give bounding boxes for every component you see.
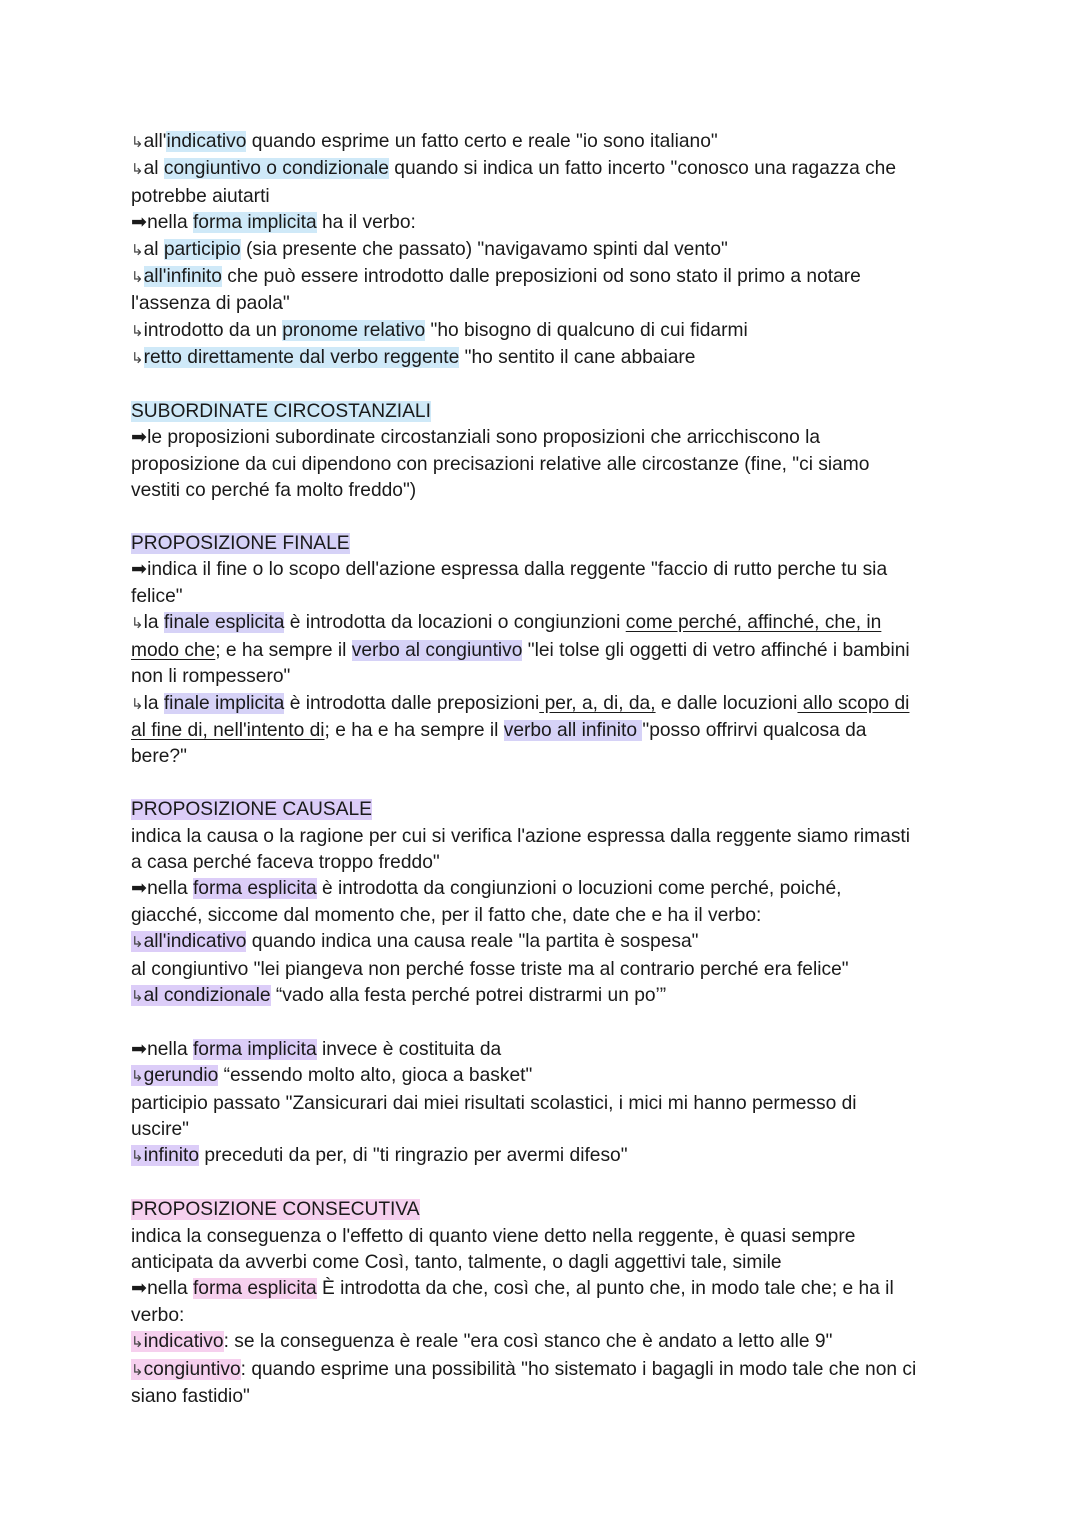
section-title [131, 1197, 961, 1223]
section-title [131, 797, 961, 823]
text: ; e ha e ha sempre il [324, 719, 504, 741]
hook-arrow-icon: ↳ [131, 1148, 144, 1166]
hook-arrow-icon: ↳ [131, 934, 144, 952]
line [131, 1037, 961, 1063]
highlight [131, 931, 246, 952]
highlight: forma implicita [192, 212, 317, 234]
line [131, 129, 961, 156]
right-arrow-icon: ➡ [131, 1278, 148, 1300]
underlined-text: per, a, di, da, [539, 692, 656, 714]
heading: SUBORDINATE CIRCOSTANZIALI [131, 401, 431, 423]
text: le proposizioni subordinate circostanziali sono proposizioni che arricchiscono la [147, 427, 821, 449]
text: quando si indica un fatto incerto "conosco una ragazza che [388, 158, 897, 180]
line: giacché, siccome dal momento che, per il fatto che, date che e ha il verbo: [131, 904, 762, 926]
line [131, 1063, 961, 1090]
text: introdotto da un [143, 319, 283, 341]
line [131, 425, 961, 451]
highlight: verbo all infinito [503, 719, 643, 741]
line [131, 156, 961, 183]
right-arrow-icon: ➡ [131, 212, 148, 234]
highlight: participio [163, 238, 241, 260]
spacer [131, 1171, 961, 1197]
text: quando indica una causa reale "la partita è sospesa" [246, 931, 699, 953]
highlight: finale implicita [163, 692, 285, 714]
spacer [131, 771, 961, 797]
hook-arrow-icon: ↳ [131, 350, 144, 368]
text: è introdotta da locazioni o congiunzioni [284, 612, 626, 634]
highlight [131, 985, 271, 1006]
line [131, 557, 961, 583]
text: la [143, 612, 164, 634]
text: "posso offrirvi qualcosa da [642, 719, 867, 741]
text: “essendo molto alto, gioca a basket" [218, 1065, 533, 1087]
hook-arrow-icon: ↳ [131, 322, 144, 340]
highlight: verbo al congiuntivo [351, 639, 523, 661]
hook-arrow-icon: ↳ [131, 161, 144, 179]
text: gerundio [143, 1065, 219, 1087]
hook-arrow-icon: ↳ [131, 615, 144, 633]
highlight [131, 1359, 241, 1380]
line: participio passato "Zansicurari dai miei risultati scolastici, i mici mi hanno permesso di [131, 1092, 857, 1114]
heading: PROPOSIZIONE CONSECUTIVA [131, 1199, 420, 1221]
section-title [131, 399, 961, 425]
spacer [131, 505, 961, 531]
line [131, 237, 961, 264]
line: non li rompessero" [131, 666, 291, 688]
line [131, 929, 961, 956]
hook-arrow-icon: ↳ [131, 241, 144, 259]
hook-arrow-icon: ↳ [131, 987, 144, 1005]
line: indica la conseguenza o l'effetto di quanto viene detto nella reggente, è quasi sempre [131, 1225, 856, 1247]
text: nella [147, 878, 193, 900]
line: a casa perché faceva troppo freddo" [131, 851, 440, 873]
text: indica il fine o lo scopo dell'azione espressa dalla reggente "faccio di rutto perche tu sia [147, 559, 888, 581]
text: all'indicativo [143, 931, 247, 953]
line [131, 638, 961, 664]
line: verbo: [131, 1304, 185, 1326]
highlight: retto direttamente dal verbo reggente [143, 347, 460, 369]
text: al [143, 238, 164, 260]
text: al condizionale [143, 984, 271, 1006]
section-title [131, 531, 961, 557]
right-arrow-icon: ➡ [131, 427, 148, 449]
notes-content [131, 129, 961, 1410]
line [131, 876, 961, 902]
underlined-text: modo che [131, 639, 216, 661]
hook-arrow-icon: ↳ [131, 269, 144, 287]
line [131, 691, 961, 718]
text: "lei tolse gli oggetti di vetro affinché i bambini [522, 639, 910, 661]
right-arrow-icon: ➡ [131, 559, 148, 581]
text: al [143, 158, 164, 180]
line [131, 1143, 961, 1170]
line: felice" [131, 585, 183, 607]
line: al congiuntivo "lei piangeva non perché fosse triste ma al contrario perché era felice" [131, 958, 849, 980]
text: È introdotta da che, così che, al punto che, in modo tale che; e ha il [316, 1278, 894, 1300]
hook-arrow-icon: ↳ [131, 1361, 144, 1379]
hook-arrow-icon: ↳ [131, 134, 144, 151]
highlight: finale esplicita [163, 612, 285, 634]
right-arrow-icon: ➡ [131, 878, 148, 900]
highlight: pronome relativo [282, 319, 426, 341]
text: nella [147, 1038, 193, 1060]
text: : se la conseguenza è reale "era così stanco che è andato a letto alle 9" [223, 1331, 833, 1353]
text: "ho sentito il cane abbaiare [459, 347, 696, 369]
text: "ho bisogno di qualcuno di cui fidarmi [425, 319, 748, 341]
line [131, 318, 961, 345]
spacer [131, 1010, 961, 1036]
text: all' [143, 131, 167, 152]
text: ; e ha sempre il [215, 639, 352, 661]
text: è introdotta da congiunzioni o locuzioni come perché, poiché, [316, 878, 842, 900]
line: siano fastidio" [131, 1386, 250, 1408]
text: infinito [143, 1145, 200, 1167]
underlined-text: al fine di, nell'intento di [131, 719, 325, 741]
text: (sia presente che passato) "navigavamo spinti dal vento" [240, 238, 728, 260]
highlight: forma esplicita [192, 1278, 317, 1300]
line: anticipata da avverbi come Così, tanto, talmente, o dagli aggettivi tale, simile [131, 1251, 782, 1273]
text: invece è costituita da [316, 1038, 502, 1060]
highlight: congiuntivo o condizionale [163, 158, 389, 180]
line [131, 718, 961, 744]
line [131, 210, 961, 236]
text: è introdotta dalle preposizioni [284, 692, 540, 714]
text: la [143, 692, 164, 714]
text: preceduti da per, di "ti ringrazio per avermi difeso" [199, 1145, 628, 1167]
line: potrebbe aiutarti [131, 185, 270, 207]
highlight [131, 1065, 218, 1086]
highlight: all'infinito [143, 266, 222, 288]
line [131, 983, 961, 1010]
highlight: forma implicita [192, 1038, 317, 1060]
highlight [131, 1331, 224, 1352]
line [131, 264, 961, 291]
line: vestiti co perché fa molto freddo") [131, 480, 417, 502]
line [131, 345, 961, 372]
spacer [131, 373, 961, 399]
underlined-text: come perché, affinché, che, in [625, 612, 882, 634]
line: bere?" [131, 746, 187, 768]
line: uscire" [131, 1118, 189, 1140]
line: proposizione da cui dipendono con precisazioni relative alle circostanze (fine, "ci siamo [131, 453, 870, 475]
line: indica la causa o la ragione per cui si verifica l'azione espressa dalla reggente siamo rimasti [131, 825, 911, 847]
highlight [131, 1145, 199, 1166]
hook-arrow-icon: ↳ [131, 1068, 144, 1086]
hook-arrow-icon: ↳ [131, 695, 144, 713]
text: congiuntivo [143, 1358, 241, 1380]
text: nella [147, 1278, 193, 1300]
right-arrow-icon: ➡ [131, 1038, 148, 1060]
line [131, 1329, 961, 1356]
text: che può essere introdotto dalle preposizioni od sono stato il primo a notare [221, 266, 861, 288]
line: l'assenza di paola" [131, 293, 290, 315]
text: indicativo [143, 1331, 224, 1353]
text: e dalle locuzioni [655, 692, 798, 714]
hook-arrow-icon: ↳ [131, 1334, 144, 1352]
heading: PROPOSIZIONE FINALE [131, 533, 350, 555]
highlight: forma esplicita [192, 878, 317, 900]
line [131, 1276, 961, 1302]
highlight: indicativo [166, 131, 247, 152]
line [131, 1357, 961, 1384]
line [131, 610, 961, 637]
heading: PROPOSIZIONE CAUSALE [131, 799, 372, 821]
underlined-text: allo scopo di [797, 692, 910, 714]
text: quando esprime un fatto certo e reale "io sono italiano" [246, 131, 718, 152]
text: ha il verbo: [316, 212, 416, 234]
text: nella [147, 212, 193, 234]
text: “vado alla festa perché potrei distrarmi un po’” [270, 984, 667, 1006]
text: : quando esprime una possibilità "ho sistemato i bagagli in modo tale che non ci [240, 1358, 917, 1380]
